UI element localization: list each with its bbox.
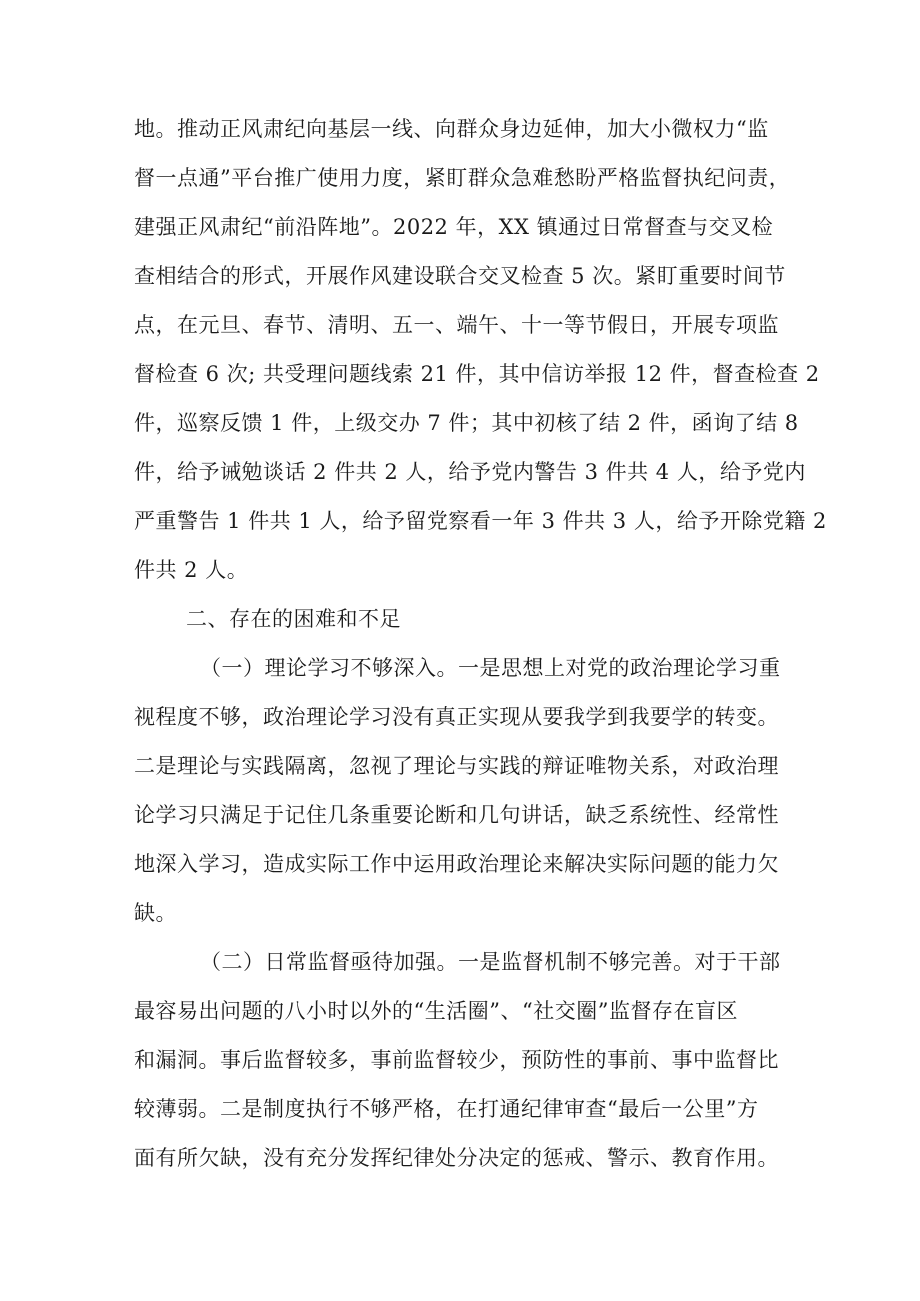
paragraph-2-line-1: （一）理论学习不够深入。一是思想上对党的政治理论学习重 [200,656,781,680]
paragraph-1-line-4: 查相结合的形式，开展作风建设联合交叉检查 5 次。紧盯重要时间节 [134,264,786,288]
paragraph-1-line-8: 件，给予诫勉谈话 2 件共 2 人，给予党内警告 3 件共 4 人，给予党内 [134,460,806,484]
paragraph-1-line-9: 严重警告 1 件共 1 人，给予留党察看一年 3 件共 3 人，给予开除党籍 2 [134,509,827,533]
paragraph-1-line-7: 件，巡察反馈 1 件，上级交办 7 件；其中初核了结 2 件，函询了结 8 [134,411,799,435]
paragraph-3-line-4: 较薄弱。二是制度执行不够严格，在打通纪律审查“最后一公里”方 [134,1097,759,1121]
paragraph-1-line-6: 督检查 6 次; 共受理问题线索 21 件，其中信访举报 12 件，督查检查 2 [134,362,820,386]
paragraph-3-line-3: 和漏洞。事后监督较多，事前监督较少，预防性的事前、事中监督比 [134,1048,779,1072]
paragraph-1-line-3: 建强正风肃纪“前沿阵地”。2022 年，XX 镇通过日常督查与交叉检 [134,215,774,239]
paragraph-1-line-10: 件共 2 人。 [134,558,249,582]
paragraph-2-line-4: 论学习只满足于记住几条重要论断和几句讲话，缺乏系统性、经常性 [134,803,779,827]
paragraph-2-line-3: 二是理论与实践隔离，忽视了理论与实践的辩证唯物关系，对政治理 [134,754,779,778]
paragraph-1-line-5: 点，在元旦、春节、清明、五一、端午、十一等节假日，开展专项监 [134,313,779,337]
paragraph-1-line-2: 督一点通”平台推广使用力度，紧盯群众急难愁盼严格监督执纪问责， [134,166,791,190]
paragraph-3-line-2: 最容易出问题的八小时以外的“生活圈”、“社交圈”监督存在盲区 [134,999,738,1023]
paragraph-3-line-1: （二）日常监督亟待加强。一是监督机制不够完善。对于干部 [200,950,781,974]
paragraph-3-line-5: 面有所欠缺，没有充分发挥纪律处分决定的惩戒、警示、教育作用。 [134,1146,779,1170]
section-heading: 二、存在的困难和不足 [186,607,401,631]
paragraph-2-line-6: 缺。 [134,901,177,925]
paragraph-2-line-2: 视程度不够，政治理论学习没有真正实现从要我学到我要学的转变。 [134,705,779,729]
paragraph-2-line-5: 地深入学习，造成实际工作中运用政治理论来解决实际问题的能力欠 [134,852,779,876]
paragraph-1-line-1: 地。推动正风肃纪向基层一线、向群众身边延伸，加大小微权力“监 [134,117,769,141]
